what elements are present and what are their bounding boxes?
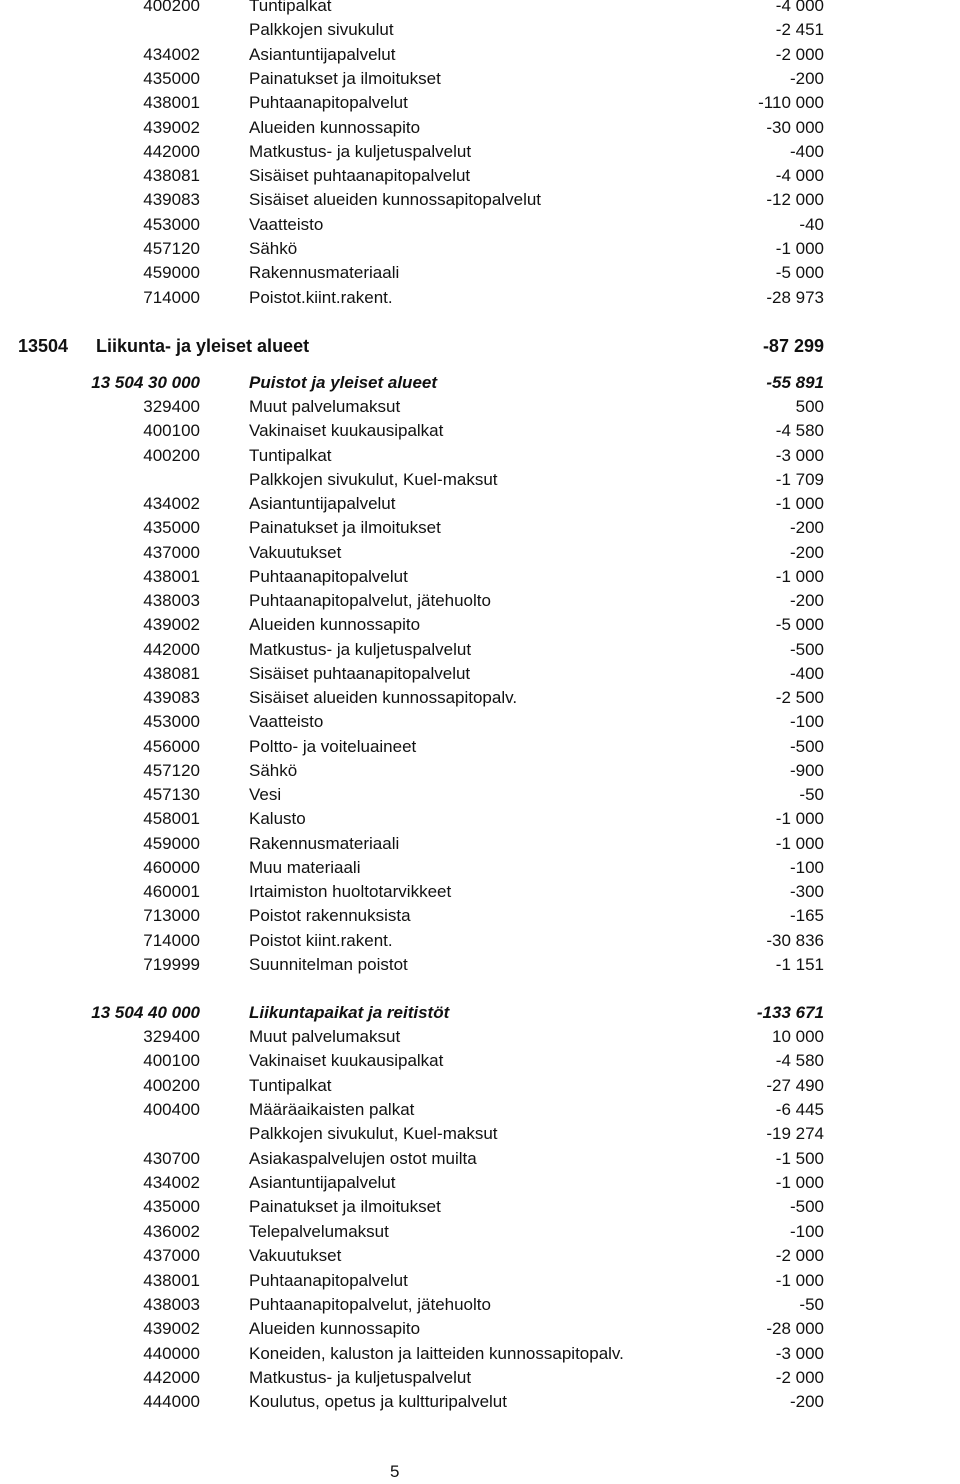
table-row (0, 1122, 960, 1146)
account-code: 440000 (143, 1343, 200, 1363)
account-code: 13 504 40 000 (91, 1003, 200, 1022)
table-row (0, 759, 960, 783)
page-number: 5 (390, 1462, 400, 1481)
table-row (0, 188, 960, 212)
amount: -6 445 (775, 1100, 824, 1120)
amount: -2 500 (775, 688, 824, 708)
amount: -1 000 (775, 566, 824, 586)
account-code: 434002 (143, 1173, 200, 1193)
account-name: Poistot kiint.rakent. (249, 930, 393, 950)
table-row (0, 1074, 960, 1098)
amount: -900 (789, 760, 824, 780)
account-name: Suunnitelman poistot (249, 954, 408, 974)
account-code: 444000 (143, 1392, 200, 1412)
account-code: 713000 (143, 906, 200, 926)
amount: -55 891 (766, 373, 824, 392)
account-code: 459000 (143, 833, 200, 853)
account-code: 439083 (143, 190, 200, 210)
account-code: 458001 (143, 809, 200, 829)
account-code: 435000 (143, 68, 200, 88)
amount: -87 299 (762, 336, 824, 356)
amount: -1 000 (775, 833, 824, 853)
account-code: 430700 (143, 1148, 200, 1168)
account-name: Matkustus- ja kuljetuspalvelut (249, 1367, 472, 1387)
account-code: 400100 (143, 421, 200, 441)
table-row (0, 1342, 960, 1366)
table-row (0, 140, 960, 164)
account-name: Telepalvelumaksut (249, 1221, 389, 1241)
account-name: Muut palvelumaksut (249, 1027, 401, 1046)
amount: -28 973 (766, 287, 824, 307)
account-name: Palkkojen sivukulut, Kuel-maksut (249, 1124, 498, 1144)
account-name: Alueiden kunnossapito (249, 615, 421, 635)
account-code: 453000 (143, 214, 200, 234)
table-row (0, 395, 960, 419)
table-row (0, 1269, 960, 1293)
table-row (0, 91, 960, 115)
amount: -19 274 (766, 1124, 824, 1144)
table-row (0, 662, 960, 686)
account-code: 442000 (143, 1367, 200, 1387)
account-code: 13504 (18, 336, 69, 356)
account-name: Rakennusmateriaali (249, 833, 400, 853)
table-row (0, 67, 960, 91)
table-row (0, 286, 960, 310)
table-row (0, 1049, 960, 1073)
account-name: Liikunta- ja yleiset alueet (96, 336, 310, 356)
amount: -4 580 (775, 1051, 824, 1071)
account-name: Palkkojen sivukulut (249, 20, 394, 40)
account-code: 442000 (143, 141, 200, 161)
table-row (0, 589, 960, 613)
account-name: Vaatteisto (249, 712, 324, 732)
account-code: 400400 (143, 1100, 200, 1120)
account-code: 400200 (143, 1075, 200, 1095)
account-name: Vakinaiset kuukausipalkat (249, 1051, 444, 1071)
account-code: 436002 (143, 1221, 200, 1241)
account-name: Kalusto (249, 809, 306, 829)
table-row (0, 1244, 960, 1268)
account-name: Painatukset ja ilmoitukset (249, 68, 441, 88)
account-code: 400200 (143, 0, 200, 15)
account-code: 434002 (143, 494, 200, 514)
table-row (0, 43, 960, 67)
table-row (0, 492, 960, 516)
account-name: Puhtaanapitopalvelut (249, 1270, 408, 1290)
account-code: 438003 (143, 591, 200, 611)
amount: -30 000 (766, 117, 824, 137)
subsection-header-row (0, 371, 960, 395)
account-name: Sähkö (249, 239, 298, 258)
account-name: Poistot.kiint.rakent. (249, 287, 393, 307)
account-code: 714000 (143, 930, 200, 950)
table-row (0, 516, 960, 540)
amount: -1 000 (775, 494, 824, 514)
account-name: Muut palvelumaksut (249, 397, 401, 416)
account-name: Puhtaanapitopalvelut (249, 566, 408, 586)
amount: -1 000 (775, 239, 824, 258)
amount: -133 671 (756, 1003, 824, 1022)
account-name: Painatukset ja ilmoitukset (249, 1197, 441, 1217)
table-row (0, 565, 960, 589)
amount: -2 000 (775, 1246, 824, 1266)
account-name: Poistot rakennuksista (249, 906, 411, 926)
account-name: Puhtaanapitopalvelut, jätehuolto (249, 1294, 491, 1314)
table-row (0, 1293, 960, 1317)
account-name: Asiantuntijapalvelut (249, 44, 396, 64)
section-header-row (0, 334, 960, 358)
amount: -40 (799, 214, 824, 234)
account-code: 719999 (143, 954, 200, 974)
account-name: Irtaimiston huoltotarvikkeet (249, 882, 452, 902)
table-row (0, 0, 960, 18)
account-code: 439002 (143, 117, 200, 137)
account-code: 434002 (143, 44, 200, 64)
table-row (0, 807, 960, 831)
amount: -1 000 (775, 1270, 824, 1290)
account-code: 329400 (143, 1027, 200, 1046)
account-name: Vesi (249, 785, 282, 805)
amount: -300 (789, 882, 824, 902)
table-row (0, 783, 960, 807)
amount: -1 500 (775, 1148, 824, 1168)
amount: -100 (789, 712, 824, 732)
amount: 500 (795, 397, 824, 416)
amount: -50 (799, 1294, 824, 1314)
account-code: 453000 (143, 712, 200, 732)
amount: -12 000 (766, 190, 824, 210)
account-name: Määräaikaisten palkat (249, 1100, 415, 1120)
account-code: 435000 (143, 1197, 200, 1217)
amount: -28 000 (766, 1319, 824, 1339)
amount: -5 000 (775, 263, 824, 283)
account-name: Vaatteisto (249, 214, 324, 234)
account-name: Puhtaanapitopalvelut (249, 93, 408, 113)
account-name: Asiantuntijapalvelut (249, 494, 396, 514)
amount: -5 000 (775, 615, 824, 635)
amount: -4 000 (775, 166, 824, 186)
amount: -1 000 (775, 809, 824, 829)
account-name: Poltto- ja voiteluaineet (249, 736, 417, 756)
table-row (0, 710, 960, 734)
amount: -500 (789, 736, 824, 756)
account-name: Sisäiset alueiden kunnossapitopalv. (249, 688, 518, 708)
account-code: 438081 (143, 663, 200, 683)
table-row (0, 237, 960, 261)
account-code: 457130 (143, 785, 200, 805)
amount: -400 (789, 663, 824, 683)
amount: -100 (789, 1221, 824, 1241)
amount: -200 (789, 68, 824, 88)
account-code: 329400 (143, 397, 200, 416)
account-name: Tuntipalkat (249, 1075, 332, 1095)
account-code: 438003 (143, 1294, 200, 1314)
account-name: Puhtaanapitopalvelut, jätehuolto (249, 591, 491, 611)
account-code: 438001 (143, 566, 200, 586)
amount: -50 (799, 785, 824, 805)
amount: -200 (789, 1392, 824, 1412)
amount: -2 000 (775, 1367, 824, 1387)
amount: -165 (789, 906, 824, 926)
account-name: Painatukset ja ilmoitukset (249, 518, 441, 538)
table-row (0, 116, 960, 140)
account-code: 459000 (143, 263, 200, 283)
account-name: Sähkö (249, 760, 298, 780)
table-row (0, 953, 960, 977)
table-row (0, 1220, 960, 1244)
account-code: 438001 (143, 93, 200, 113)
table-row (0, 638, 960, 662)
table-row (0, 468, 960, 492)
account-name: Matkustus- ja kuljetuspalvelut (249, 141, 472, 161)
amount: -500 (789, 1197, 824, 1217)
table-row (0, 1025, 960, 1049)
table-row (0, 929, 960, 953)
amount: -200 (789, 542, 824, 562)
amount: -4 580 (775, 421, 824, 441)
subsection-header-row (0, 1001, 960, 1025)
table-row (0, 1390, 960, 1414)
table-row (0, 613, 960, 637)
account-code: 457120 (143, 760, 200, 780)
table-row (0, 735, 960, 759)
account-name: Asiantuntijapalvelut (249, 1173, 396, 1193)
account-code: 714000 (143, 287, 200, 307)
amount: -100 (789, 857, 824, 877)
table-row (0, 1366, 960, 1390)
account-code: 437000 (143, 542, 200, 562)
amount: -2 000 (775, 44, 824, 64)
amount: 10 000 (772, 1027, 824, 1046)
account-code: 439083 (143, 688, 200, 708)
table-row (0, 832, 960, 856)
account-name: Vakuutukset (249, 1246, 342, 1266)
account-code: 456000 (143, 736, 200, 756)
account-name: Rakennusmateriaali (249, 263, 400, 283)
table-row (0, 1147, 960, 1171)
account-code: 439002 (143, 615, 200, 635)
amount: -1 000 (775, 1173, 824, 1193)
amount: -30 836 (766, 930, 824, 950)
account-name: Asiakaspalvelujen ostot muilta (249, 1148, 477, 1168)
account-code: 400100 (143, 1051, 200, 1071)
amount: -4 000 (775, 0, 824, 15)
account-name: Tuntipalkat (249, 0, 332, 15)
account-name: Liikuntapaikat ja reitistöt (249, 1003, 450, 1022)
table-row (0, 261, 960, 285)
account-name: Koulutus, opetus ja kultturipalvelut (249, 1392, 507, 1412)
account-code: 460000 (143, 857, 200, 877)
account-code: 400200 (143, 445, 200, 465)
amount: -1 709 (775, 469, 824, 489)
amount: -2 451 (775, 20, 824, 40)
account-name: Alueiden kunnossapito (249, 117, 421, 137)
account-code: 460001 (143, 882, 200, 902)
account-name: Koneiden, kaluston ja laitteiden kunnossapitopalv. (249, 1343, 624, 1363)
account-name: Puistot ja yleiset alueet (249, 373, 438, 392)
amount: -110 000 (758, 93, 824, 113)
table-row (0, 164, 960, 188)
table-row (0, 1098, 960, 1122)
amount: -1 151 (775, 954, 824, 974)
account-code: 13 504 30 000 (91, 373, 200, 392)
amount: -27 490 (766, 1075, 824, 1095)
account-name: Alueiden kunnossapito (249, 1319, 421, 1339)
account-code: 442000 (143, 639, 200, 659)
table-row (0, 856, 960, 880)
account-name: Sisäiset alueiden kunnossapitopalvelut (249, 190, 542, 210)
table-row (0, 1317, 960, 1341)
table-row (0, 686, 960, 710)
account-code: 457120 (143, 239, 200, 258)
table-row (0, 1171, 960, 1195)
account-name: Muu materiaali (249, 857, 361, 877)
table-row (0, 213, 960, 237)
amount: -200 (789, 518, 824, 538)
account-name: Sisäiset puhtaanapitopalvelut (249, 166, 471, 186)
amount: -3 000 (775, 1343, 824, 1363)
amount: -200 (789, 591, 824, 611)
account-code: 438081 (143, 166, 200, 186)
account-name: Vakuutukset (249, 542, 342, 562)
table-row (0, 18, 960, 42)
table-row (0, 541, 960, 565)
table-row (0, 880, 960, 904)
account-name: Sisäiset puhtaanapitopalvelut (249, 663, 471, 683)
amount: -500 (789, 639, 824, 659)
table-row (0, 1195, 960, 1219)
amount: -400 (789, 141, 824, 161)
table-row (0, 904, 960, 928)
amount: -3 000 (775, 445, 824, 465)
account-code: 439002 (143, 1319, 200, 1339)
account-code: 437000 (143, 1246, 200, 1266)
account-code: 438001 (143, 1270, 200, 1290)
account-name: Palkkojen sivukulut, Kuel-maksut (249, 469, 498, 489)
table-row (0, 419, 960, 443)
account-name: Tuntipalkat (249, 445, 332, 465)
account-name: Vakinaiset kuukausipalkat (249, 421, 444, 441)
account-code: 435000 (143, 518, 200, 538)
account-name: Matkustus- ja kuljetuspalvelut (249, 639, 472, 659)
table-row (0, 444, 960, 468)
